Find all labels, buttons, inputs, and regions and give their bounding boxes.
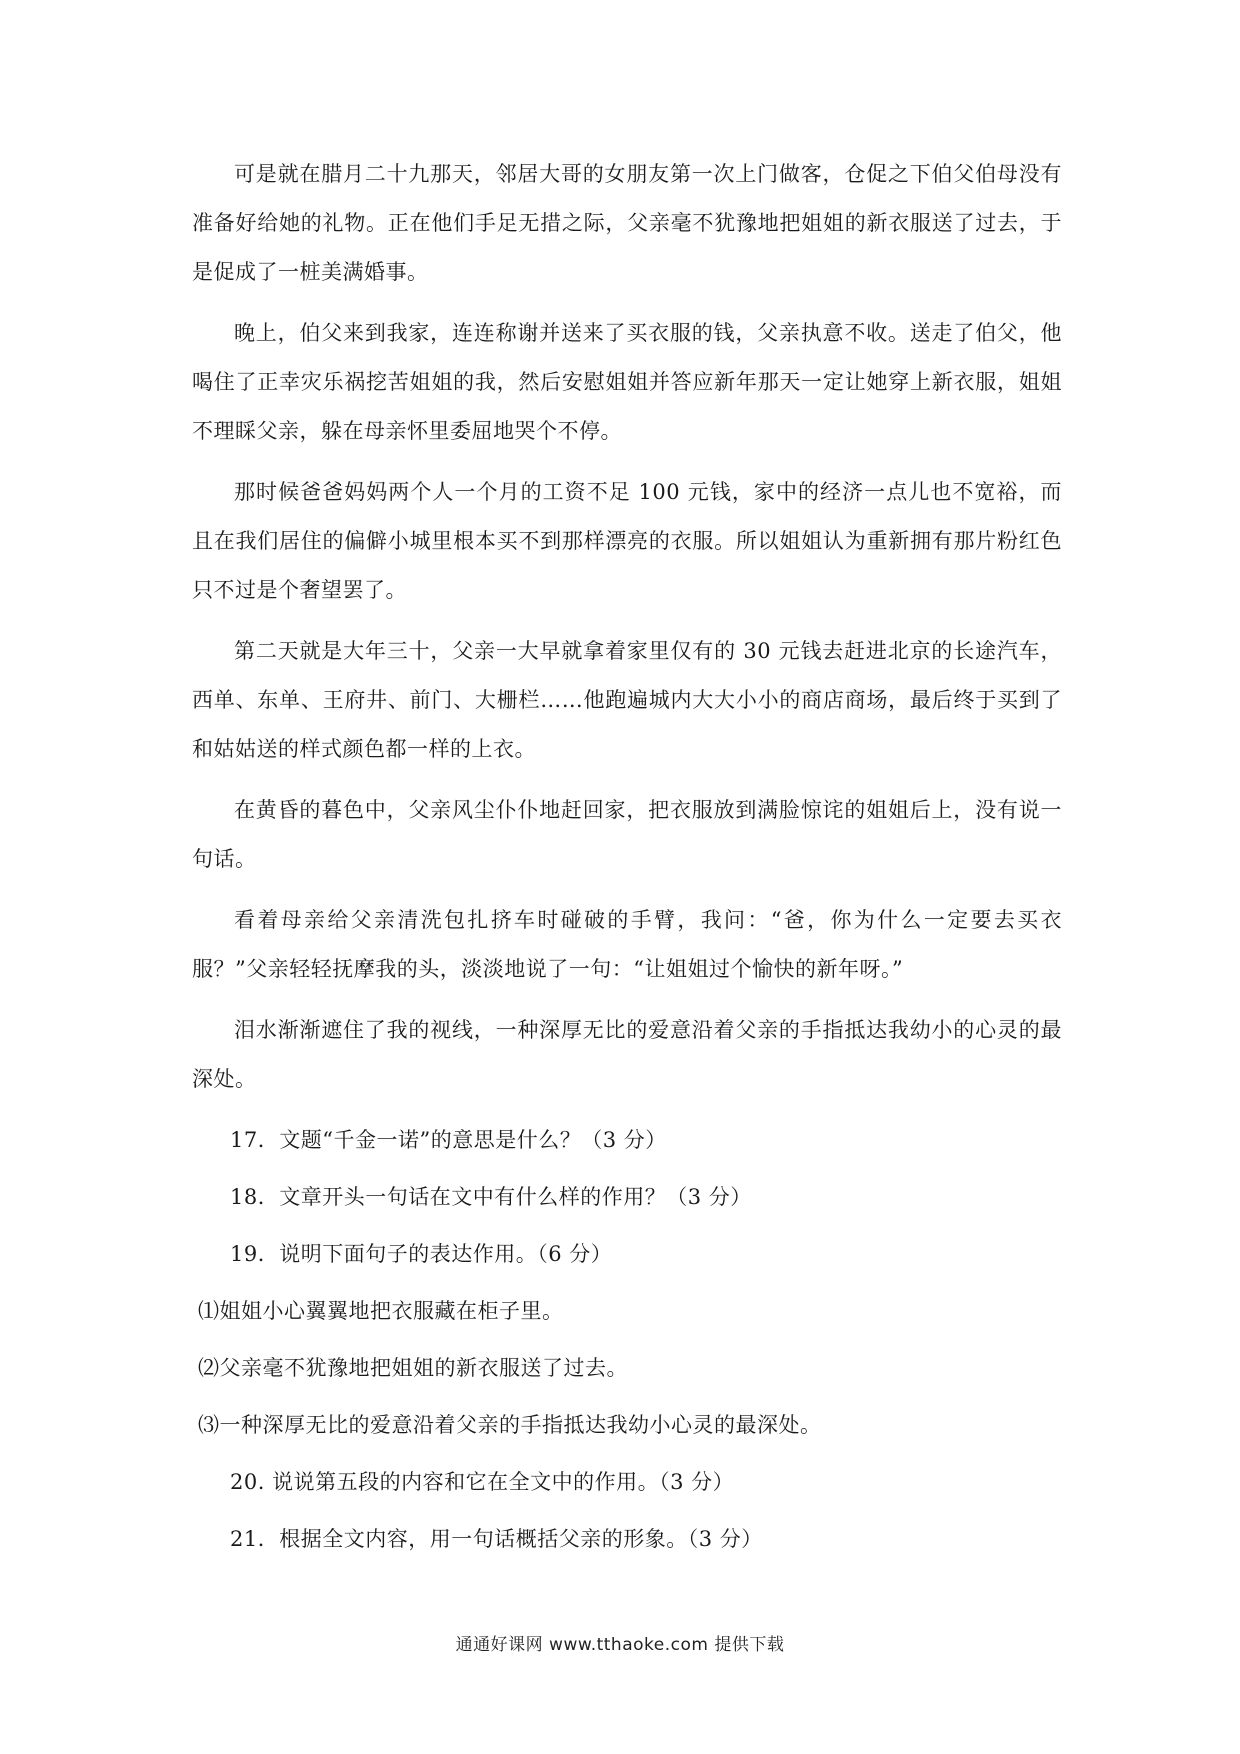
paragraph-3: 那时候爸爸妈妈两个人一个月的工资不足 100 元钱，家中的经济一点儿也不宽裕，而且在我们居住的偏僻小城里根本买不到那样漂亮的衣服。所以姐姐认为重新拥有那片粉红色只不过是个奢望罢了。 (192, 480, 1062, 602)
paragraph-7: 泪水渐渐遮住了我的视线，一种深厚无比的爱意沿着父亲的手指抵达我幼小的心灵的最深处。 (192, 1018, 1062, 1091)
paragraph-4: 第二天就是大年三十，父亲一大早就拿着家里仅有的 30 元钱去赶进北京的长途汽车，西单、东单、王府井、前门、大栅栏……他跑遍城内大大小小的商店商场，最后终于买到了和姑姑送的样式颜色都一样的上衣。 (192, 639, 1062, 761)
question-19-item-3: ⑶一种深厚无比的爱意沿着父亲的手指抵达我幼小心灵的最深处。 (198, 1413, 822, 1437)
paragraph-1: 可是就在腊月二十九那天，邻居大哥的女朋友第一次上门做客，仓促之下伯父伯母没有准备好给她的礼物。正在他们手足无措之际，父亲毫不犹豫地把姐姐的新衣服送了过去，于是促成了一桩美满婚事。 (192, 162, 1062, 284)
question-list (192, 1116, 1062, 1564)
question-19-item-1: ⑴姐姐小心翼翼地把衣服藏在柜子里。 (198, 1299, 564, 1323)
question-17: 17．文题“千金一诺”的意思是什么？（3 分） (230, 1128, 667, 1152)
page-footer: 通通好课网 www.tthaoke.com 提供下载 (455, 1635, 785, 1655)
paragraph-6: 看着母亲给父亲清洗包扎挤车时碰破的手臂，我问：“爸，你为什么一定要去买衣服？”父亲轻轻抚摩我的头，淡淡地说了一句：“让姐姐过个愉快的新年呀。” (192, 908, 1062, 981)
question-19-item-2: ⑵父亲毫不犹豫地把姐姐的新衣服送了过去。 (198, 1356, 628, 1380)
paragraph-5: 在黄昏的暮色中，父亲风尘仆仆地赶回家，把衣服放到满脸惊诧的姐姐后上，没有说一句话。 (192, 798, 1062, 871)
question-18: 18．文章开头一句话在文中有什么样的作用？（3 分） (230, 1185, 752, 1209)
question-21: 21．根据全文内容，用一句话概括父亲的形象。（3 分） (230, 1527, 763, 1551)
question-20: 20. 说说第五段的内容和它在全文中的作用。（3 分） (230, 1470, 735, 1494)
document-body (192, 150, 1062, 1572)
paragraph-2: 晚上，伯父来到我家，连连称谢并送来了买衣服的钱，父亲执意不收。送走了伯父，他喝住了正幸灾乐祸挖苦姐姐的我，然后安慰姐姐并答应新年那天一定让她穿上新衣服，姐姐不理睬父亲，躲在母亲怀里委屈地哭个不停。 (192, 321, 1062, 443)
question-19: 19．说明下面句子的表达作用。（6 分） (230, 1242, 613, 1266)
